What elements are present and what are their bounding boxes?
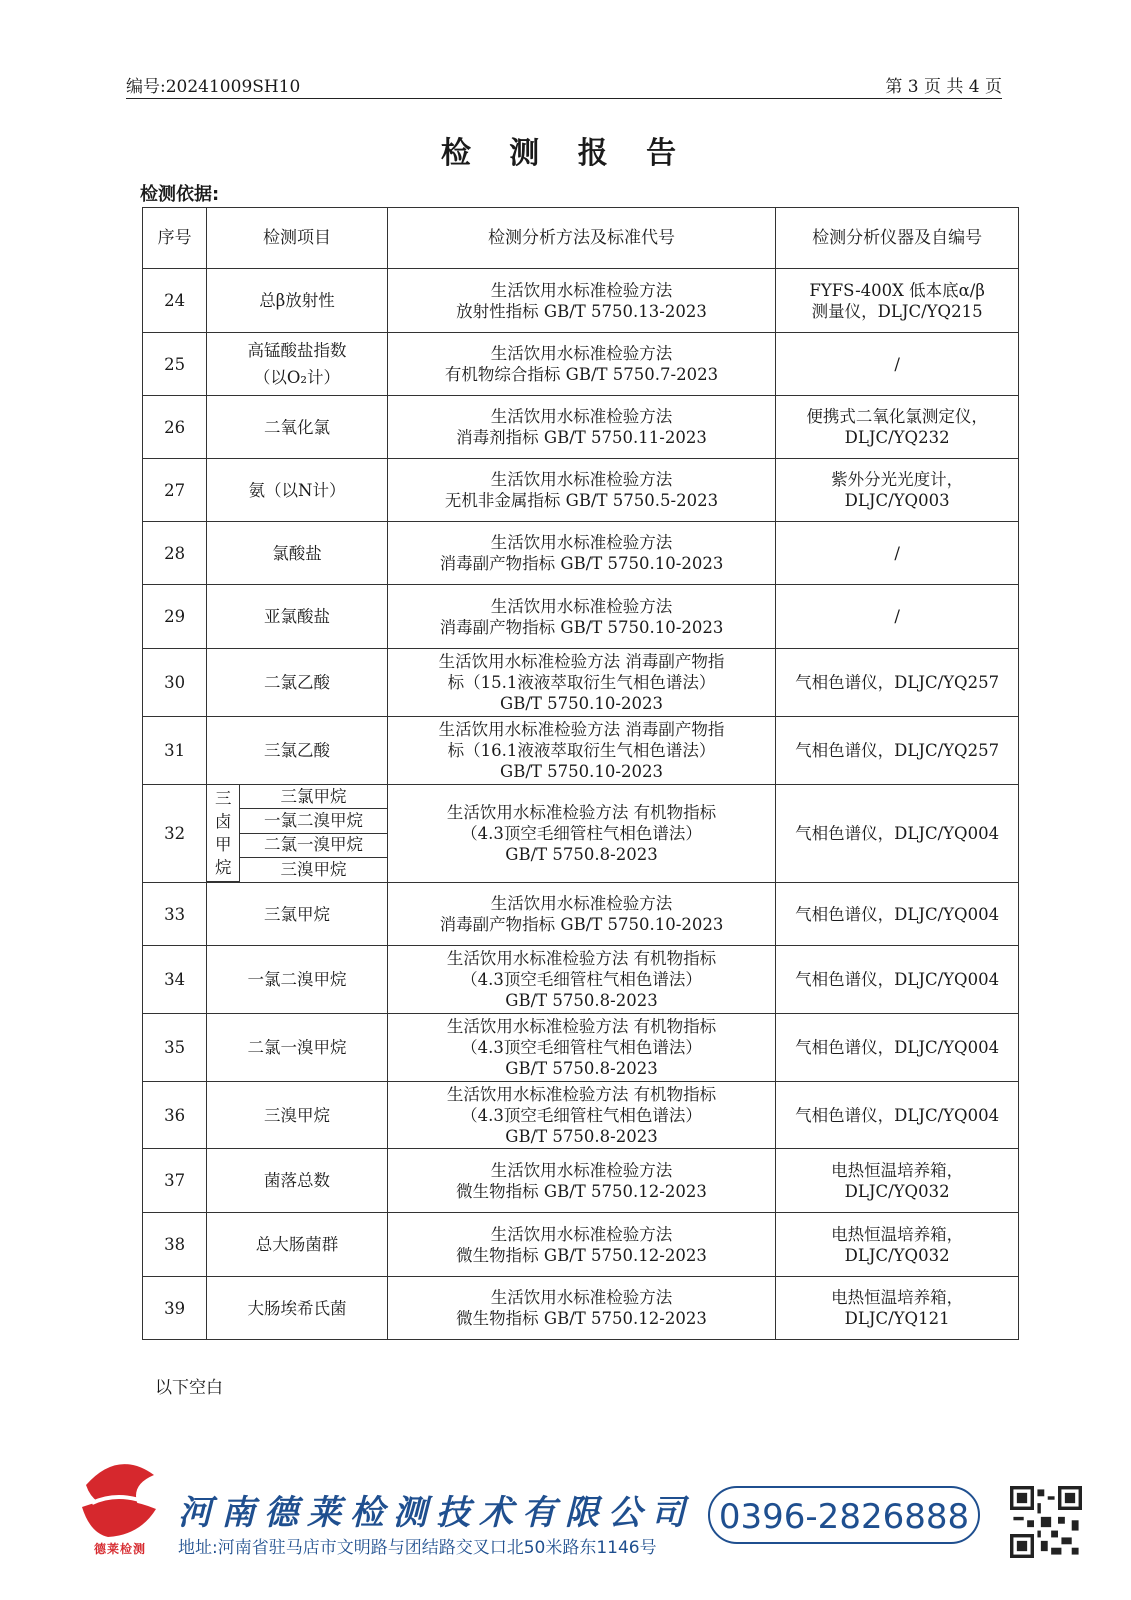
- method-cell: [387, 333, 776, 396]
- instrument-line: 气相色谱仪，DLJC/YQ257: [795, 673, 1000, 692]
- test-item-name: 二氯乙酸: [263, 673, 330, 692]
- method-line: 生活饮用水标准检验方法: [490, 344, 673, 363]
- row-number: 37: [143, 1149, 207, 1213]
- test-item-name: 氯酸盐: [272, 543, 322, 563]
- method-line: 消毒副产物指标 GB/T 5750.10-2023: [439, 915, 724, 934]
- instrument-cell: [776, 585, 1019, 649]
- method-line: 无机非金属指标 GB/T 5750.5-2023: [444, 491, 719, 510]
- test-item-note: （以O₂计）: [253, 368, 341, 387]
- table-row: [143, 717, 1019, 785]
- instrument-cell: [776, 459, 1019, 522]
- method-line: 生活饮用水标准检验方法: [490, 470, 673, 489]
- method-line: 生活饮用水标准检验方法: [490, 407, 673, 426]
- instrument-line: FYFS-400X 低本底α/β: [809, 280, 985, 300]
- logo-text: 德莱检测: [93, 1542, 146, 1556]
- instrument-line: DLJC/YQ032: [844, 1181, 950, 1201]
- table-row: [143, 883, 1019, 946]
- table-row: [143, 522, 1019, 585]
- instrument-line: 气相色谱仪，DLJC/YQ004: [795, 824, 1000, 843]
- method-line: 生活饮用水标准检验方法: [490, 894, 673, 913]
- instrument-cell: [776, 1277, 1019, 1340]
- method-line: 生活饮用水标准检验方法: [490, 280, 673, 300]
- sub-item: 二氯一溴甲烷: [240, 833, 387, 857]
- test-item-name: 亚氯酸盐: [263, 607, 330, 626]
- instrument-line: /: [894, 354, 900, 374]
- row-number: 26: [143, 396, 207, 459]
- test-item: [207, 883, 388, 946]
- method-line: GB/T 5750.8-2023: [505, 845, 658, 864]
- instrument-cell: [776, 717, 1019, 785]
- method-line: 微生物指标 GB/T 5750.12-2023: [456, 1181, 707, 1201]
- company-address: 地址:河南省驻马店市文明路与团结路交叉口北50米路东1146号: [178, 1538, 657, 1558]
- method-cell: [387, 522, 776, 585]
- qr-code-icon: [1010, 1486, 1082, 1558]
- row-number: 31: [143, 717, 207, 785]
- row-number: 36: [143, 1082, 207, 1149]
- method-line: 放射性指标 GB/T 5750.13-2023: [456, 301, 707, 321]
- test-item-name: 总β放射性: [259, 291, 335, 310]
- instrument-cell: [776, 649, 1019, 717]
- test-item: [207, 396, 388, 459]
- test-item: [207, 522, 388, 585]
- method-cell: [387, 717, 776, 785]
- row-number: 35: [143, 1014, 207, 1082]
- instrument-cell: [776, 1213, 1019, 1277]
- instrument-line: DLJC/YQ232: [844, 428, 950, 447]
- method-line: 生活饮用水标准检验方法 有机物指标: [446, 949, 717, 968]
- instrument-cell: [776, 522, 1019, 585]
- test-item: [207, 459, 388, 522]
- row-number: 33: [143, 883, 207, 946]
- instrument-line: 便携式二氧化氯测定仪，: [806, 407, 988, 426]
- table-row: [143, 785, 1019, 883]
- test-item-name: 一氯二溴甲烷: [247, 970, 347, 989]
- method-line: （4.3顶空毛细管柱气相色谱法）: [461, 1105, 702, 1125]
- method-line: GB/T 5750.10-2023: [500, 694, 663, 713]
- method-line: 消毒副产物指标 GB/T 5750.10-2023: [439, 554, 724, 573]
- method-line: 生活饮用水标准检验方法: [490, 533, 673, 552]
- test-item-name: 大肠埃希氏菌: [247, 1298, 347, 1318]
- instrument-cell: [776, 883, 1019, 946]
- blank-below-note: 以下空白: [155, 1378, 223, 1398]
- test-item: [207, 649, 388, 717]
- instrument-line: /: [894, 607, 900, 626]
- table-row: [143, 459, 1019, 522]
- group-label-char: 烷: [214, 858, 232, 877]
- test-item-name: 高锰酸盐指数: [247, 341, 347, 360]
- row-number: 24: [143, 269, 207, 333]
- method-line: 生活饮用水标准检验方法 消毒副产物指: [438, 720, 725, 739]
- row-number: 25: [143, 333, 207, 396]
- instrument-cell: [776, 1149, 1019, 1213]
- company-name: 河南德莱检测技术有限公司: [178, 1493, 694, 1533]
- test-item: [207, 1213, 388, 1277]
- method-line: 生活饮用水标准检验方法: [490, 1288, 673, 1307]
- instrument-cell: [776, 269, 1019, 333]
- method-cell: [387, 785, 776, 883]
- trihalomethane-subtable: [207, 785, 387, 882]
- method-cell: [387, 1014, 776, 1082]
- table-row: [143, 946, 1019, 1014]
- method-line: 消毒副产物指标 GB/T 5750.10-2023: [439, 617, 724, 637]
- row-number: 32: [143, 785, 207, 883]
- column-header: 检测项目: [207, 208, 388, 269]
- test-item: [207, 333, 388, 396]
- instrument-line: 气相色谱仪，DLJC/YQ004: [795, 1038, 1000, 1057]
- table-row: [143, 333, 1019, 396]
- method-cell: [387, 946, 776, 1014]
- method-line: 生活饮用水标准检验方法 有机物指标: [446, 1084, 717, 1104]
- instrument-line: 气相色谱仪，DLJC/YQ004: [795, 904, 1000, 924]
- instrument-line: 测量仪，DLJC/YQ215: [811, 301, 983, 321]
- method-cell: [387, 883, 776, 946]
- row-number: 29: [143, 585, 207, 649]
- instrument-cell: [776, 396, 1019, 459]
- row-number: 34: [143, 946, 207, 1014]
- method-cell: [387, 649, 776, 717]
- method-line: 标（16.1液液萃取衍生气相色谱法）: [447, 741, 716, 760]
- method-cell: [387, 396, 776, 459]
- method-cell: [387, 459, 776, 522]
- method-line: 生活饮用水标准检验方法: [490, 1224, 673, 1244]
- method-line: GB/T 5750.8-2023: [505, 1126, 658, 1146]
- test-basis-table: [142, 207, 1019, 1340]
- sub-item: 三溴甲烷: [240, 858, 387, 882]
- test-item-name: 氨（以N计）: [248, 480, 346, 500]
- method-line: 生活饮用水标准检验方法: [490, 1160, 673, 1180]
- method-cell: [387, 1082, 776, 1149]
- instrument-cell: [776, 946, 1019, 1014]
- page-title: 检 测 报 告: [440, 136, 691, 171]
- instrument-line: 气相色谱仪，DLJC/YQ004: [795, 970, 1000, 989]
- instrument-cell: [776, 333, 1019, 396]
- method-cell: [387, 1213, 776, 1277]
- instrument-cell: [776, 1082, 1019, 1149]
- method-line: 生活饮用水标准检验方法 消毒副产物指: [438, 652, 725, 671]
- method-line: （4.3顶空毛细管柱气相色谱法）: [461, 1038, 702, 1057]
- table-row: [143, 269, 1019, 333]
- column-header: 序号: [143, 208, 207, 269]
- instrument-line: DLJC/YQ003: [844, 491, 950, 510]
- method-line: 有机物综合指标 GB/T 5750.7-2023: [444, 365, 719, 384]
- test-item-name: 菌落总数: [263, 1171, 330, 1190]
- test-item: [207, 1277, 388, 1340]
- method-line: （4.3顶空毛细管柱气相色谱法）: [461, 970, 702, 989]
- method-line: GB/T 5750.8-2023: [505, 1059, 658, 1078]
- table-row: [143, 1277, 1019, 1340]
- method-cell: [387, 1277, 776, 1340]
- method-line: 生活饮用水标准检验方法 有机物指标: [446, 803, 717, 822]
- report-number: 编号:20241009SH10: [126, 77, 301, 97]
- table-row: [143, 396, 1019, 459]
- method-line: 标（15.1液液萃取衍生气相色谱法）: [447, 673, 716, 692]
- column-header: 检测分析方法及标准代号: [387, 208, 776, 269]
- method-line: 生活饮用水标准检验方法: [490, 596, 673, 616]
- method-line: GB/T 5750.8-2023: [505, 991, 658, 1010]
- test-item-name: 总大肠菌群: [255, 1235, 339, 1254]
- test-item: [207, 717, 388, 785]
- method-cell: [387, 585, 776, 649]
- instrument-line: 电热恒温培养箱，: [831, 1224, 964, 1244]
- instrument-line: 紫外分光光度计，: [831, 470, 964, 489]
- instrument-line: /: [894, 543, 900, 563]
- table-row: [143, 1149, 1019, 1213]
- sub-item: 一氯二溴甲烷: [240, 809, 387, 833]
- test-item-name: 三氯乙酸: [263, 741, 330, 760]
- instrument-line: 电热恒温培养箱，: [831, 1160, 964, 1180]
- method-cell: [387, 269, 776, 333]
- test-item: [207, 585, 388, 649]
- row-number: 27: [143, 459, 207, 522]
- test-item: [207, 946, 388, 1014]
- method-line: 微生物指标 GB/T 5750.12-2023: [456, 1309, 707, 1328]
- instrument-line: 气相色谱仪，DLJC/YQ004: [795, 1105, 1000, 1125]
- instrument-line: DLJC/YQ121: [844, 1309, 950, 1328]
- test-item: [207, 269, 388, 333]
- table-row: [143, 1213, 1019, 1277]
- group-label-char: 甲: [214, 835, 232, 854]
- row-number: 28: [143, 522, 207, 585]
- test-item: [207, 1149, 388, 1213]
- method-cell: [387, 1149, 776, 1213]
- table-header-row: [143, 208, 1019, 269]
- row-number: 39: [143, 1277, 207, 1340]
- page-info: 第 3 页 共 4 页: [885, 77, 1002, 97]
- test-item-name: 三溴甲烷: [263, 1105, 330, 1125]
- group-label-char: 卤: [214, 812, 232, 831]
- method-line: （4.3顶空毛细管柱气相色谱法）: [461, 824, 702, 843]
- table-row: [143, 585, 1019, 649]
- table-row: [143, 1014, 1019, 1082]
- method-line: 生活饮用水标准检验方法 有机物指标: [446, 1017, 717, 1036]
- report-header: [126, 70, 1002, 99]
- test-item-name: 二氯一溴甲烷: [247, 1038, 347, 1057]
- method-line: 消毒剂指标 GB/T 5750.11-2023: [456, 428, 707, 447]
- column-header: 检测分析仪器及自编号: [776, 208, 1019, 269]
- test-item: [207, 1082, 388, 1149]
- test-item-name: 二氧化氯: [263, 417, 330, 437]
- method-line: GB/T 5750.10-2023: [500, 762, 663, 781]
- instrument-line: 电热恒温培养箱，: [831, 1288, 964, 1307]
- instrument-cell: [776, 1014, 1019, 1082]
- item-group-cell: [207, 785, 388, 883]
- test-item: [207, 1014, 388, 1082]
- basis-label: 检测依据:: [140, 184, 220, 205]
- table-row: [143, 649, 1019, 717]
- company-phone: 0396-2826888: [708, 1486, 980, 1544]
- instrument-line: DLJC/YQ032: [844, 1245, 950, 1265]
- test-item-name: 三氯甲烷: [263, 904, 330, 924]
- row-number: 38: [143, 1213, 207, 1277]
- row-number: 30: [143, 649, 207, 717]
- sub-item: 三氯甲烷: [240, 785, 387, 809]
- instrument-cell: [776, 785, 1019, 883]
- instrument-line: 气相色谱仪，DLJC/YQ257: [795, 741, 1000, 760]
- group-label-char: 三: [214, 789, 232, 808]
- table-row: [143, 1082, 1019, 1149]
- method-line: 微生物指标 GB/T 5750.12-2023: [456, 1245, 707, 1265]
- group-label: [207, 785, 240, 882]
